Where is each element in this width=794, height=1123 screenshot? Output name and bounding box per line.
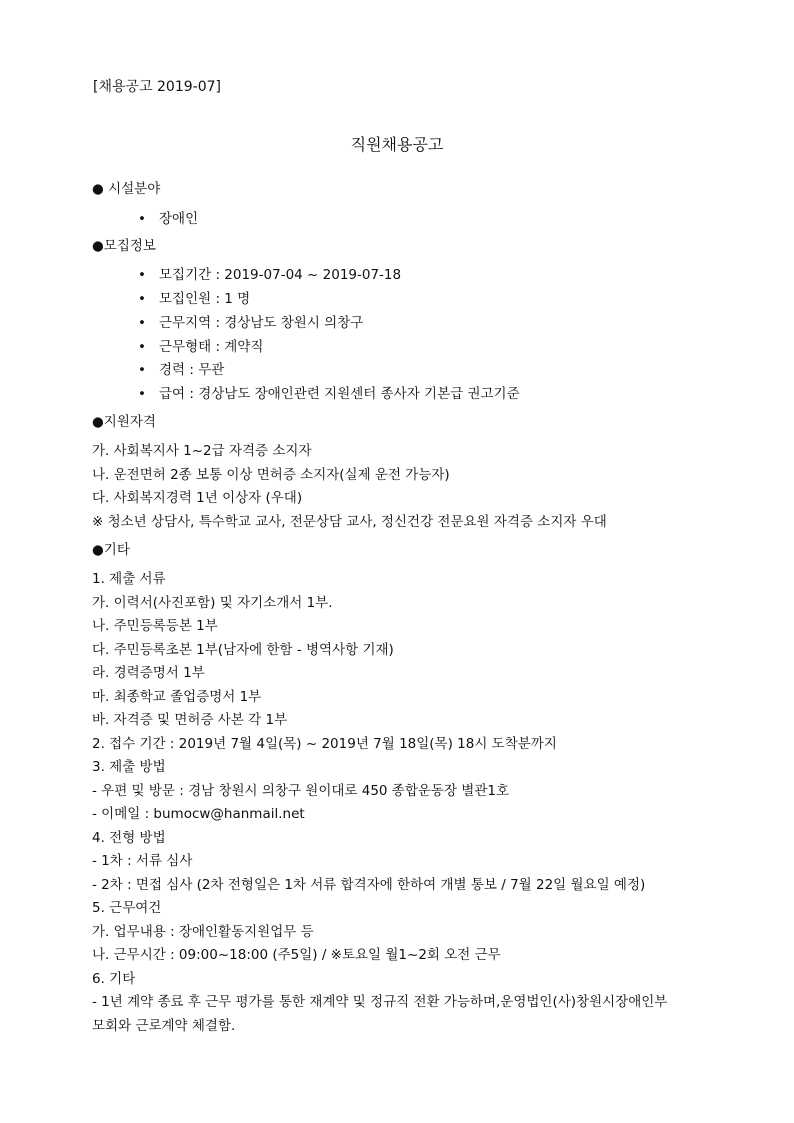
list-item: • 모집기간 : 2019-07-04 ~ 2019-07-18 (138, 267, 402, 283)
text-line: 나. 근무시간 : 09:00~18:00 (주5일) / ※토요일 월1~2회 오전 근무 (92, 947, 501, 963)
section-recruit-heading: ●모집정보 (92, 238, 156, 254)
list-item: • 급여 : 경상남도 장애인관련 지원센터 종사자 기본급 권고기준 (138, 386, 520, 402)
list-item: • 근무형태 : 계약직 (138, 339, 264, 355)
section-etc-heading: ●기타 (92, 542, 130, 558)
sub-bullet-icon: • (138, 315, 146, 331)
text-line: 다. 주민등록초본 1부(남자에 한함 - 병역사항 기재) (92, 642, 394, 658)
text-line: 나. 운전면허 2종 보통 이상 면허증 소지자(실제 운전 가능자) (92, 467, 450, 483)
bullet-icon: ● (92, 238, 104, 254)
sub-bullet-icon: • (138, 339, 146, 355)
bullet-icon: ● (92, 542, 104, 558)
list-item: • 경력 : 무관 (138, 362, 225, 378)
sub-bullet-icon: • (138, 267, 146, 283)
text-line: 모회와 근로계약 체결함. (92, 1018, 236, 1034)
text-line: 나. 주민등록등본 1부 (92, 618, 218, 634)
text-line: 3. 제출 방법 (92, 759, 166, 775)
page-title: 직원채용공고 (350, 135, 444, 154)
text-line: 5. 근무여건 (92, 900, 162, 916)
text-line: 6. 기타 (92, 971, 136, 987)
bullet-icon: ● (92, 181, 104, 197)
text-line: 2. 접수 기간 : 2019년 7월 4일(목) ~ 2019년 7월 18일(목) 18시 도착분까지 (92, 736, 557, 752)
text-line: - 우편 및 방문 : 경남 창원시 의창구 원이대로 450 종합운동장 별관1호 (92, 783, 510, 799)
sub-bullet-icon: • (138, 362, 146, 378)
text-line: 다. 사회복지경력 1년 이상자 (우대) (92, 490, 303, 506)
sub-bullet-icon: • (138, 211, 146, 227)
text-line: - 1년 계약 종료 후 근무 평가를 통한 재계약 및 정규직 전환 가능하며,운영법인(사)창원시장애인부 (92, 994, 668, 1010)
list-item: • 근무지역 : 경상남도 창원시 의창구 (138, 315, 364, 331)
text-line: - 2차 : 면접 심사 (2차 전형일은 1차 서류 합격자에 한하여 개별 통보 / 7월 22일 월요일 예정) (92, 877, 646, 893)
text-line: 가. 이력서(사진포함) 및 자기소개서 1부. (92, 595, 333, 611)
text-line: 바. 자격증 및 면허증 사본 각 1부 (92, 712, 288, 728)
bullet-icon: ● (92, 414, 104, 430)
text-line: 마. 최종학교 졸업증명서 1부 (92, 689, 262, 705)
document-code: [채용공고 2019-07] (93, 79, 221, 95)
list-item: • 모집인원 : 1 명 (138, 291, 251, 307)
text-line: 라. 경력증명서 1부 (92, 665, 205, 681)
list-item: • 장애인 (138, 211, 199, 227)
sub-bullet-icon: • (138, 291, 146, 307)
section-facility-heading: ● 시설분야 (92, 181, 161, 197)
section-qualification-heading: ●지원자격 (92, 414, 156, 430)
text-line: 1. 제출 서류 (92, 571, 166, 587)
text-line: 가. 업무내용 : 장애인활동지원업무 등 (92, 924, 314, 940)
text-line: - 이메일 : bumocw@hanmail.net (92, 806, 305, 822)
text-line: - 1차 : 서류 심사 (92, 853, 193, 869)
text-line: 4. 전형 방법 (92, 830, 166, 846)
text-line: 가. 사회복지사 1~2급 자격증 소지자 (92, 443, 312, 459)
sub-bullet-icon: • (138, 386, 146, 402)
text-line: ※ 청소년 상담사, 특수학교 교사, 전문상담 교사, 정신건강 전문요원 자격증 소지자 우대 (92, 514, 607, 530)
